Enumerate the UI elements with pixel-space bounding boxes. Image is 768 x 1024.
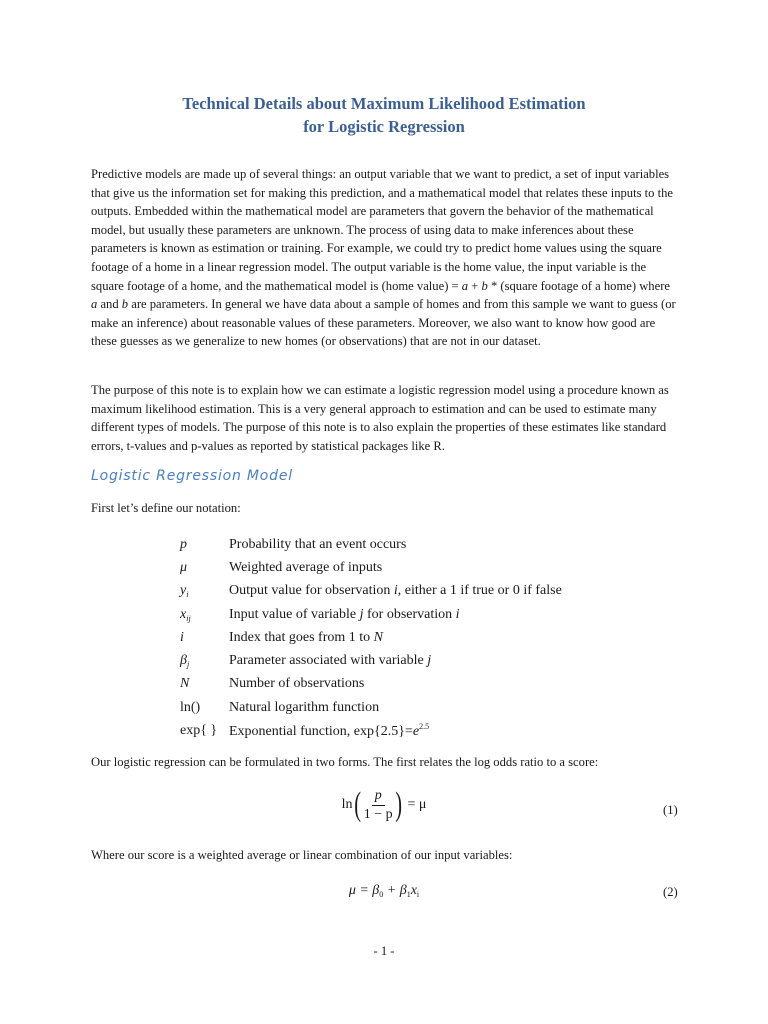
notation-row: [180, 556, 562, 579]
notation-desc: [229, 583, 562, 599]
eq1-rhs: = μ: [407, 797, 427, 813]
eq1-right-paren: ): [394, 786, 402, 823]
notation-symbol: p: [180, 536, 187, 552]
notation-desc: [229, 607, 460, 623]
notation-row: [180, 580, 562, 603]
var-a: a: [461, 278, 469, 293]
notation-desc: Natural logarithm function: [229, 699, 380, 715]
paragraph-intro-text-a: Predictive models are made up of several things: an output variable that we want to predict, a set of input variables that give us the information set for making this prediction, and a mathematical model that relates these inputs to the outputs. Embedded within the mathematical model are parameters that govern the behavior of the mathematical model, but usually these parameters are unknown. The process of using data to make inferences about these parameters is known as estimation or training. For example, we could try to predict home values using the square footage of a home in a linear regression model. The output variable is the home value, the input variable is the square footage of a home, and the mathematical model is (home value) =: [91, 167, 673, 293]
notation-desc: Number of observations: [229, 676, 365, 692]
notation-symbol: N: [180, 676, 190, 692]
equation-lead-2: Where our score is a weighted average or linear combination of our input variables:: [91, 848, 513, 862]
paragraph-intro-text-d: and: [97, 297, 122, 312]
var-b-2: b: [121, 297, 129, 312]
desc-var: j: [427, 653, 432, 669]
page-number: - 1 -: [373, 944, 395, 958]
desc-text: Index that goes from 1 to: [229, 629, 374, 645]
eq1-fraction: [364, 788, 393, 823]
eq1-numerator: p: [372, 788, 385, 806]
symbol-base: β: [180, 653, 187, 669]
desc-text: , either a 1 if true or 0 if false: [397, 583, 562, 599]
paragraph-intro-text-b: +: [468, 278, 482, 293]
notation-intro: First let’s define our notation:: [91, 501, 241, 515]
notation-row: [180, 603, 562, 626]
notation-row: [180, 696, 562, 719]
desc-var: i: [393, 583, 398, 599]
equation-1-number: (1): [663, 803, 678, 817]
notation-row: [180, 719, 562, 742]
eq2-subi: i: [416, 890, 420, 899]
equation-1: [0, 786, 768, 824]
var-a-2: a: [91, 297, 98, 312]
desc-text: Exponential function, exp{2.5}=: [229, 724, 413, 740]
notation-symbol: [180, 653, 229, 669]
var-b: b: [481, 278, 488, 293]
equation-lead-1: Our logistic regression can be formulated in two forms. The first relates the log odds ratio to a score:: [91, 755, 599, 769]
eq2-sub1: 1: [406, 890, 411, 899]
eq1-denominator: 1 − p: [363, 806, 393, 822]
notation-row: [180, 649, 562, 672]
symbol-base: x: [180, 606, 187, 622]
notation-row: [180, 626, 562, 649]
notation-table: [180, 533, 562, 743]
desc-superscript: 2.5: [419, 722, 430, 732]
desc-text: Input value of variable: [229, 606, 360, 622]
symbol-subscript: ij: [186, 613, 191, 623]
paragraph-intro-text-e: are parameters. In general we have data about a sample of homes and from this sample we want to guess (or make an inference) about reasonable values of these parameters. Moreover, we also want to know how good are these guesses as we generalize to new homes (or observations) that are not in our dataset.: [91, 297, 676, 349]
notation-symbol: exp{ }: [180, 723, 218, 739]
desc-var: j: [359, 606, 364, 622]
desc-text: Parameter associated with variable: [229, 653, 428, 669]
notation-desc: [229, 630, 383, 646]
notation-desc: [229, 653, 431, 669]
symbol-base: y: [180, 583, 187, 599]
title-line-2: for Logistic Regression: [303, 117, 465, 136]
notation-symbol: ln(): [180, 699, 201, 715]
symbol-subscript: i: [186, 590, 189, 600]
eq2-sub0: 0: [379, 890, 384, 899]
title-line-1: Technical Details about Maximum Likelihood Estimation: [182, 94, 586, 113]
notation-row: [180, 533, 562, 556]
equation-2: [0, 883, 768, 899]
notation-symbol: μ: [180, 559, 188, 575]
paragraph-intro-text-c: * (square footage of a home) where: [487, 278, 670, 293]
eq2-plus: + β: [383, 883, 407, 898]
desc-var: N: [373, 629, 383, 645]
paragraph-purpose: The purpose of this note is to explain how we can estimate a logistic regression model using a procedure known as maximum likelihood estimation. This is a very general approach to estimation and can be used to estimate many different types of models. The purpose of this note is to also explain the properties of these estimates like standard errors, t-values and p-values as reported by statistical packages like R.: [91, 383, 669, 453]
eq1-left-paren: (: [354, 786, 362, 823]
eq2-x: x: [410, 883, 417, 898]
notation-symbol: i: [180, 629, 184, 645]
eq2-lhs: μ = β: [348, 883, 380, 898]
symbol-subscript: j: [186, 660, 190, 670]
notation-desc: Probability that an event occurs: [229, 536, 407, 552]
notation-row: [180, 673, 562, 696]
notation-desc: Weighted average of inputs: [229, 559, 383, 575]
equation-2-number: (2): [663, 885, 678, 899]
notation-symbol: [180, 607, 229, 623]
desc-var: e: [412, 724, 420, 740]
notation-desc: [229, 722, 429, 740]
paragraph-intro: [91, 165, 679, 351]
desc-var: i: [455, 606, 460, 622]
page-title: [0, 92, 768, 138]
notation-symbol: [180, 583, 229, 599]
desc-text: for observation: [363, 606, 456, 622]
section-heading: Logistic Regression Model: [91, 468, 293, 484]
desc-text: Output value for observation: [229, 583, 394, 599]
eq1-ln: ln: [341, 797, 353, 813]
